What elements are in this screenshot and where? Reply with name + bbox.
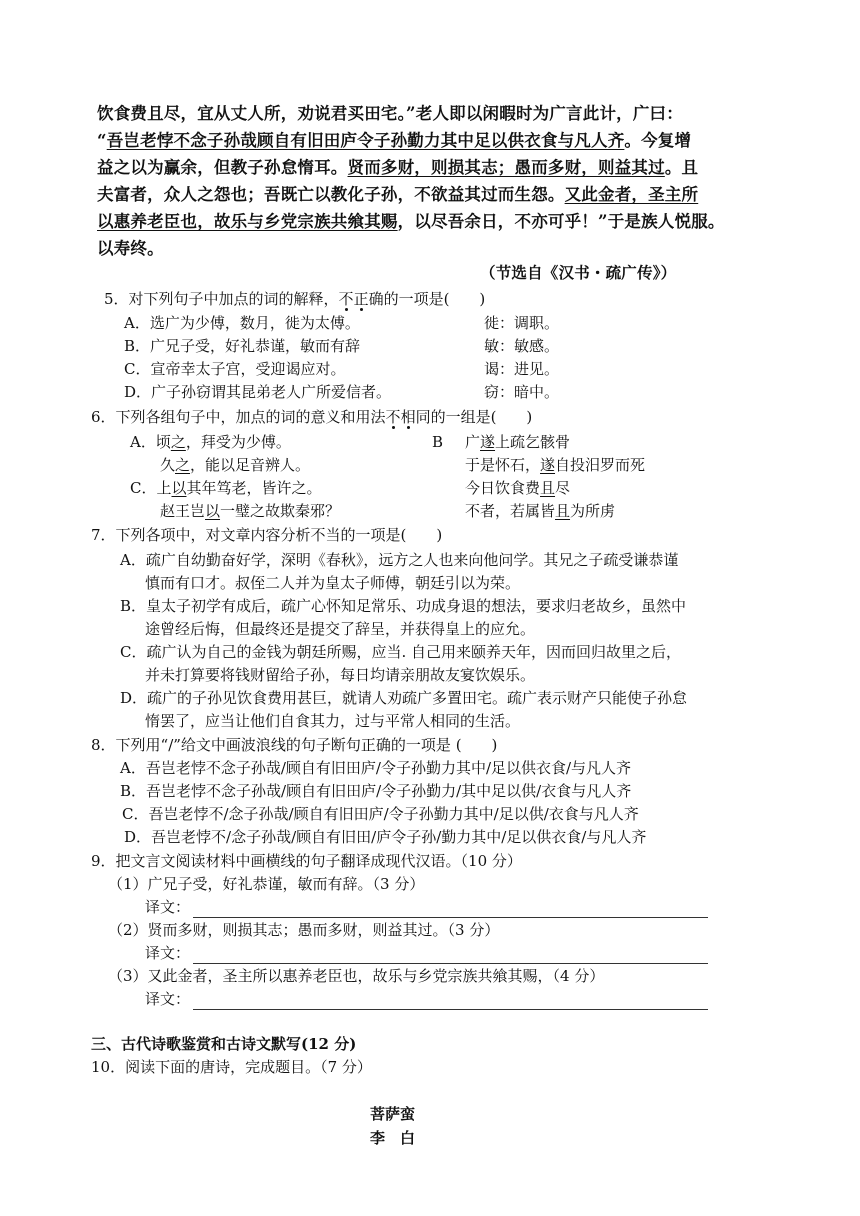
q6-option-c-1[interactable] — [130, 477, 322, 499]
passage-text: ，以尽吾余日，不亦可乎！”于是族人悦服。 — [397, 212, 725, 231]
q5-stem — [104, 288, 485, 310]
marked-word: 遂 — [480, 433, 496, 451]
q7-option-b[interactable]: B．皇太子初学有成后，疏广心怀知足常乐、功成身退的想法，要求归老故乡，虽然中 — [120, 597, 687, 615]
text: 一璧之故欺秦邪？ — [220, 502, 341, 520]
passage-line-5 — [97, 211, 725, 233]
q9-stem: 9．把文言文阅读材料中画横线的句子翻译成现代汉语。（10 分） — [91, 852, 522, 870]
text: ，能以足音辨人。 — [190, 456, 311, 474]
q6-stem-text: 6．下列各组句子中，加点的词的意义和用法 — [91, 408, 386, 426]
q9-sentence-3: （3）又此金者，圣主所以惠养老臣也，故乐与乡党宗族共飨其赐，（4 分） — [108, 967, 605, 985]
text: ，拜受为少傅。 — [185, 433, 291, 451]
passage-line-4 — [97, 184, 698, 206]
q5-option-b[interactable]: B．广兄子受，好礼恭谨，敏而有辞 — [124, 337, 361, 355]
dotted-char: 正 — [353, 290, 369, 308]
q7-option-d[interactable]: D．疏广的子孙见饮食费用甚巨，就请人劝疏广多置田宅。疏广表示财产只能使子孙怠 — [120, 689, 688, 707]
q6-option-b-label[interactable]: B — [432, 433, 444, 451]
q5-stem-text: 确的一项是( ) — [368, 290, 486, 308]
marked-word: 以 — [205, 502, 221, 520]
q5-gloss-b: 敏：敏感。 — [484, 337, 560, 355]
q8-option-d[interactable]: D．吾岂老悖不/念子孙哉/顾自有旧田/庐令子孙/勤力其中/足以供衣食/与凡人齐 — [124, 828, 647, 846]
wavy-sentence: 吾岂老悖不念子孙哉顾自有旧田庐令子孙勤力其中足以供衣食与凡人齐 — [106, 131, 625, 150]
q7-stem: 7．下列各项中，对文章内容分析不当的一项是( ) — [91, 526, 443, 544]
q8-option-c[interactable]: C．吾岂老悖不/念子孙哉/顾自有旧田庐/令子孙勤力其中/足以供/衣食与凡人齐 — [122, 805, 639, 823]
text: 其年笃老，皆许之。 — [186, 479, 322, 497]
q9-sentence-2: （2）贤而多财，则损其志；愚而多财，则益其过。（3 分） — [108, 921, 500, 939]
q6-stem-text: 同的一组是( ) — [415, 408, 533, 426]
q6-option-b-1 — [465, 431, 570, 453]
q5-gloss-a: 徙：调职。 — [484, 314, 560, 332]
q9-yiwen-label-2: 译文： — [145, 944, 191, 962]
q5-stem-text: 5．对下列句子中加点的词的解释， — [104, 290, 339, 308]
passage-source: （节选自《汉书・疏广传》） — [480, 263, 677, 282]
passage-line-3 — [97, 157, 698, 179]
quote-mark: “ — [97, 131, 107, 150]
text: C．上 — [130, 479, 172, 497]
q6-option-d-1[interactable] — [465, 477, 570, 499]
poem-title: 菩萨蛮 — [370, 1105, 416, 1123]
poem-author: 李 白 — [370, 1129, 416, 1147]
text: 上疏乞骸骨 — [495, 433, 571, 451]
q5-option-c[interactable]: C．宣帝幸太子宫，受迎谒应对。 — [124, 360, 346, 378]
marked-word: 且 — [540, 479, 556, 497]
q6-option-a-2 — [160, 454, 310, 476]
q7-option-c[interactable]: C．疏广认为自己的金钱为朝廷所赐，应当. 自己用来颐养天年，因而回归故里之后， — [120, 643, 682, 661]
text: 赵王岂 — [160, 502, 206, 520]
text: A．顷 — [130, 433, 171, 451]
passage-text: 。且 — [664, 158, 699, 177]
dotted-char: 不 — [385, 408, 401, 426]
text: 不者，若属皆 — [465, 502, 556, 520]
q5-option-a[interactable]: A．选广为少傅，数月，徙为太傅。 — [124, 314, 360, 332]
q5-gloss-d: 窃：暗中。 — [484, 383, 560, 401]
q9-answer-line-1[interactable] — [193, 916, 708, 918]
underlined-sentence-3a: 又此金者，圣主所 — [564, 185, 699, 204]
marked-word: 以 — [171, 479, 187, 497]
passage-text: 益之以为赢余，但教子孙怠惰耳。 — [97, 158, 348, 177]
text: 久 — [160, 456, 176, 474]
q5-option-d[interactable]: D．广子孙窃谓其昆弟老人广所爱信者。 — [124, 383, 392, 401]
q8-option-a[interactable]: A．吾岂老悖不念子孙哉/顾自有旧田庐/令子孙勤力其中/足以供衣食/与凡人齐 — [120, 759, 632, 777]
passage-text: 。今复增 — [624, 131, 692, 150]
dotted-char: 相 — [400, 408, 416, 426]
marked-word: 之 — [175, 456, 191, 474]
q7-option-a-cont: 慎而有口才。叔侄二人并为皇太子师傅，朝廷引以为荣。 — [145, 574, 521, 592]
text: 于是怀石， — [465, 456, 541, 474]
q6-option-d-2 — [465, 500, 615, 522]
marked-word: 且 — [555, 502, 571, 520]
q9-answer-line-2[interactable] — [193, 962, 708, 964]
underlined-sentence-2: 贤而多财，则损其志；愚而多财，则益其过 — [347, 158, 665, 177]
q9-yiwen-label-1: 译文： — [145, 898, 191, 916]
q7-option-c-cont: 并未打算要将钱财留给子孙，每日均请亲朋故友宴饮娱乐。 — [145, 666, 536, 684]
text: 自投汨罗而死 — [555, 456, 646, 474]
q7-option-b-cont: 途曾经后悔，但最终还是提交了辞呈，并获得皇上的应允。 — [145, 620, 536, 638]
passage-line-1: 饮食费且尽，宜从丈人所，劝说君买田宅。”老人即以闲暇时为广言此计，广曰： — [97, 104, 683, 123]
marked-word: 遂 — [540, 456, 556, 474]
q7-option-d-cont: 惰罢了，应当让他们自食其力，过与平常人相同的生活。 — [145, 712, 521, 730]
q9-yiwen-label-3: 译文： — [145, 990, 191, 1008]
q6-stem — [91, 406, 532, 428]
q9-sentence-1: （1）广兄子受，好礼恭谨，敏而有辞。（3 分） — [108, 875, 425, 893]
section-3-title: 三、古代诗歌鉴赏和古诗文默写(12 分) — [91, 1035, 357, 1053]
text: 尽 — [555, 479, 571, 497]
q8-option-b[interactable]: B．吾岂老悖不念子孙哉/顾自有旧田庐/令子孙勤力/其中足以供/衣食与凡人齐 — [120, 782, 632, 800]
q6-option-b-2 — [465, 454, 645, 476]
q8-stem: 8．下列用“/”给文中画波浪线的句子断句正确的一项是 ( ) — [91, 736, 498, 754]
passage-line-6: 以寿终。 — [97, 239, 164, 258]
passage-text: 夫富者，众人之怨也；吾既亡以教化子孙，不欲益其过而生怨。 — [97, 185, 565, 204]
q6-option-c-2 — [160, 500, 340, 522]
q5-gloss-c: 谒：进见。 — [484, 360, 560, 378]
underlined-sentence-3b: 以惠养老臣也，故乐与乡党宗族共飨其赐 — [97, 212, 398, 231]
q9-answer-line-3[interactable] — [193, 1008, 708, 1010]
q10-stem: 10．阅读下面的唐诗，完成题目。（7 分） — [91, 1058, 372, 1076]
q6-option-a-1[interactable] — [130, 431, 291, 453]
text: 今日饮食费 — [465, 479, 541, 497]
marked-word: 之 — [170, 433, 186, 451]
dotted-char: 不 — [338, 290, 354, 308]
passage-line-2 — [97, 130, 691, 152]
q7-option-a[interactable]: A．疏广自幼勤奋好学，深明《春秋》，远方之人也来向他问学。其兄之子疏受谦恭谨 — [120, 551, 679, 569]
text: 广 — [465, 433, 481, 451]
text: 为所虏 — [570, 502, 616, 520]
